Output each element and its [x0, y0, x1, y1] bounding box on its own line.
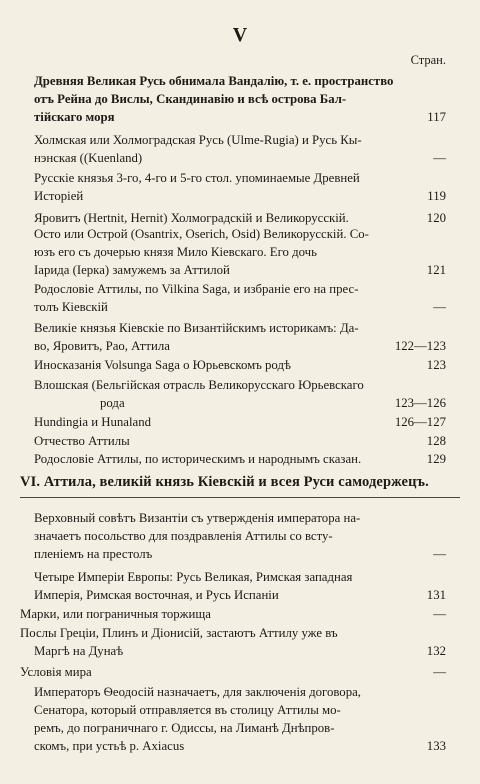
toc-page-ref: 123 — [426, 358, 446, 372]
toc-entry-line: Сенатора, который отправляется въ столицу Аттилы мо- — [34, 703, 341, 717]
toc-entry-line: Верховный совѣтъ Византіи съ утвержденія императора на- — [34, 511, 361, 525]
toc-page-ref: — — [433, 547, 446, 561]
toc-entry-line: Осто или Острой (Osantrix, Oserich, Osid) Великорусскій. Со- — [34, 227, 369, 241]
toc-entry-line: скомъ, при устьѣ р. Axiacus — [34, 739, 185, 753]
toc-entry-line: ремъ, до пограничнаго г. Одиссы, на Лиманѣ Днѣпров- — [34, 721, 335, 735]
toc-entry-line: Иносказанія Volsunga Saga о Юрьевскомъ родѣ — [34, 358, 291, 372]
toc-entry-line: Древняя Великая Русь обнимала Вандалію, т. е. пространство — [34, 74, 394, 88]
toc-entry-line: Русскіе князья 3-го, 4-го и 5-го стол. упоминаемые Древней — [34, 171, 360, 185]
toc-entry-line: нэнская ((Kuenland) — [34, 151, 143, 165]
toc-page-ref: 121 — [426, 263, 446, 277]
toc-entry-line: Hundingia и Hunaland — [34, 415, 152, 429]
toc-page-ref: 133 — [426, 739, 446, 753]
toc-entry-line: Родословіе Аттилы, по Vilkina Saga, и избраніе его на прес- — [34, 282, 359, 296]
toc-page-ref: 129 — [426, 452, 446, 466]
toc-page-ref: 126—127 — [394, 415, 446, 429]
toc-entry-line: Холмская или Холмоградская Русь (Ulme-Rugia) и Русь Кы- — [34, 133, 362, 147]
pages-column-label: Стран. — [410, 53, 446, 67]
toc-entry-line: Условія мира — [20, 665, 92, 679]
toc-page-ref: — — [433, 607, 446, 621]
toc-entry-line: юзъ его съ дочерью князя Мило Кіевскаго. Его дочь — [34, 245, 317, 259]
toc-entry-line: отъ Рейна до Вислы, Скандинавію и всѣ острова Бал- — [34, 92, 347, 106]
toc-entry-line: тійскаго моря — [34, 110, 115, 124]
toc-page-ref: — — [433, 151, 446, 165]
toc-entry-line: рода — [100, 396, 125, 410]
toc-entry-line: значаетъ посольство для поздравленія Аттилы со всту- — [34, 529, 333, 543]
toc-page-ref: 119 — [427, 189, 446, 203]
toc-entry-line: Отчество Аттилы — [34, 434, 130, 448]
toc-entry-line: толъ Кіевскій — [34, 300, 108, 314]
toc-entry-line: Маргѣ на Дунаѣ — [34, 644, 124, 658]
toc-page-ref: 122—123 — [394, 339, 446, 353]
toc-entry-line: пленіемъ на престолъ — [34, 547, 153, 561]
toc-page-ref: 131 — [426, 588, 446, 602]
toc-entry-line: Іарида (Іерка) замужемъ за Аттилой — [34, 263, 230, 277]
toc-entry-line: во, Яровитъ, Рао, Аттила — [34, 339, 170, 353]
toc-entry-line: Великіе князья Кіевскіе по Византійскимъ историкамъ: Да- — [34, 321, 359, 335]
toc-page-ref: — — [433, 665, 446, 679]
page-number: V — [232, 24, 248, 46]
toc-entry-line: Четыре Имперіи Европы: Русь Великая, Римская западная — [34, 570, 353, 584]
toc-entry-line: Императоръ Ѳеодосій назначаетъ, для заключенія договора, — [34, 685, 361, 699]
toc-page-ref: 123—126 — [394, 396, 446, 410]
section-rule — [20, 497, 460, 498]
toc-entry-line: Имперія, Римская восточная, и Русь Испаніи — [34, 588, 279, 602]
toc-entry-line: Влошская (Бельгійская отрасль Великорусскаго Юрьевскаго — [34, 378, 364, 392]
toc-entry-line: Родословіе Аттилы, по историческимъ и народнымъ сказан. — [34, 452, 362, 466]
toc-page-ref: — — [433, 300, 446, 314]
toc-entry-line: Исторіей — [34, 189, 84, 203]
toc-page-ref: 117 — [427, 110, 446, 124]
toc-entry-line: Послы Греціи, Плинъ и Діонисій, застаютъ Аттилу уже въ — [20, 626, 338, 640]
toc-entry-line: Марки, или пограничныя торжища — [20, 607, 211, 621]
section-heading: VI. Аттила, великій князь Кіевскій и всея Руси самодержецъ. — [20, 474, 429, 490]
toc-page-ref: 120 — [426, 211, 446, 225]
toc-page-ref: 128 — [426, 434, 446, 448]
toc-entry-line: Яровитъ (Hertnit, Hernit) Холмоградскій и Великорусскій. — [34, 211, 349, 225]
toc-page-ref: 132 — [426, 644, 446, 658]
